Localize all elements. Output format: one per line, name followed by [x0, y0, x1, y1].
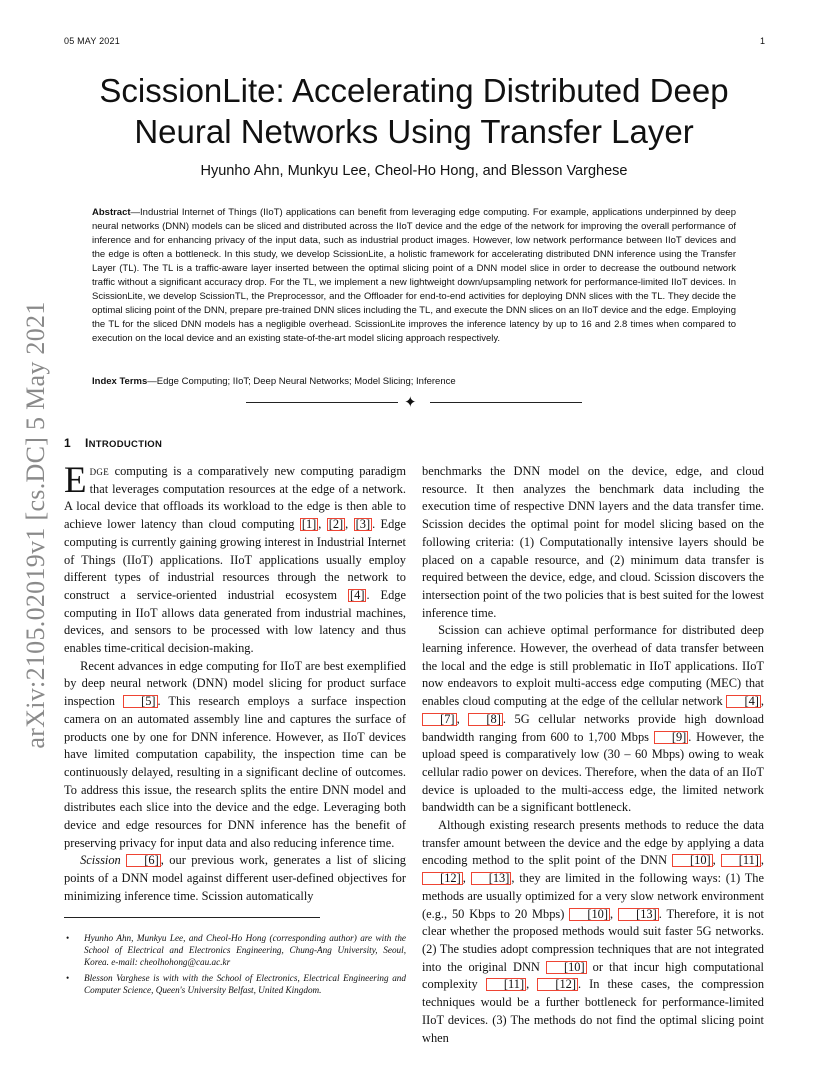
drop-cap: E [64, 460, 87, 501]
citation-link[interactable]: [10] [569, 908, 610, 921]
citation-link[interactable]: [11] [486, 978, 526, 991]
section-heading [64, 436, 162, 450]
citation-link[interactable]: [6] [126, 854, 161, 867]
citation-link[interactable]: [7] [422, 713, 457, 726]
page-number: 1 [759, 36, 765, 46]
citation-link[interactable]: [11] [721, 854, 761, 867]
text-run: Scission can achieve optimal performance for distributed deep learning inference. However, the overhead of data transfer between the local and the edge is still problematic in IIoT applications. IIoT now endeavors to exploit multi-access edge computing (MEC) that enables cloud computing at the edge of the cellular network [422, 623, 764, 709]
index-terms-text: —Edge Computing; IIoT; Deep Neural Networks; Model Slicing; Inference [147, 376, 456, 387]
citation-link[interactable]: [4] [726, 695, 761, 708]
paper-title [64, 70, 764, 152]
text-run: . 5G cellular networks provide high download bandwidth ranging from 600 to 1,700 Mbps [422, 711, 764, 744]
bullet-icon: • [66, 972, 70, 983]
footnote-text: Blesson Varghese is with with the School of Electronics, Electrical Engineering and Computer Science, Queen's University Belfast, United Kingdom. [84, 972, 406, 995]
citation-link[interactable]: [12] [537, 978, 578, 991]
footnote-rule [64, 917, 320, 918]
footnote [64, 932, 406, 969]
paragraph: Edge computing is a comparatively new computing paradigm that leverages computation resources at the edge of a network. A local device that offloads its workload to the edge is then able to achieve lower latency than cloud computing [1] , [2] , [3] . Edge computing is currently gaining growing interest in Industrial Internet of Things (IIoT) applications. IIoT applications usually employ different types of industrial resources through the network to construct a service-oriented industrial ecosystem [4] . Edge computing in IIoT allows data generated from industrial machines, devices, and sensors to be processed with low latency and thus enables time-critical decision-making. [64, 460, 406, 656]
text-run: . This research employs a surface inspection camera on an automated assembly line and captures the surface of products one by one for DNN inference. However, as IIoT devices have limited computation capability, the inspection time can be continuously delayed, resulting in a significant decline of outcomes. To address this issue, the research splits the entire DNN model and distributes each slice into the device and the edge. Leveraging both device and edge resources for DNN inference has the benefit of preserving privacy for input data and also reducing inference time. [64, 694, 406, 850]
paragraph [64, 852, 406, 905]
text-run: , our previous work, generates a list of slicing points of a DNN model against different user-defined objectives for minimizing inference time. Scission automatically [64, 853, 406, 903]
footnotes [64, 932, 406, 999]
citation-link[interactable]: [2] [328, 517, 344, 532]
right-column [422, 463, 764, 1047]
paragraph: Scission can achieve optimal performance for distributed deep learning inference. However, the overhead of data transfer between the local and the edge is still problematic in IIoT applications. IIoT now endeavors to exploit multi-access edge computing (MEC) that enables cloud computing at the edge of the cellular network [4] , [7] , [8] . 5G cellular networks provide high download bandwidth ranging from 600 to 1,700 Mbps [9] . However, the upload speed is comparatively low (30 – 60 Mbps) owing to weak cellular radio power on devices. Therefore, when the data of an IIoT device is uploaded to the multi-access edge, the limited network bandwidth can be a significant bottleneck. [422, 623, 764, 815]
title-line-1: ScissionLite: Accelerating Distributed Deep [99, 72, 729, 109]
text-run: or that incur high computational complexity [422, 959, 765, 992]
footnote-text: Hyunho Ahn, Munkyu Lee, and Cheol-Ho Hong (corresponding author) are with the School of Electrical and Electronics Engineering, Chung-Ang University, Seoul, Korea. e-mail: cheolhohong@cau.ac.kr [84, 933, 406, 968]
text-run: , they are limited in the following ways: (1) The methods are usually optimized for a very slow network environment (e.g., 50 Kbps to 20 Mbps) [422, 871, 765, 921]
text-run: . Therefore, it is not clear whether the proposed methods would suit faster 5G networks. (2) The studies adopt compression techniques that are not integrated into the original DNN [422, 906, 764, 974]
text-run: Recent advances in edge computing for IIoT are best exemplified by deep neural network (DNN) model slicing for product surface inspection [64, 658, 406, 709]
paragraph [64, 658, 406, 853]
index-terms-label: Index Terms [92, 376, 148, 387]
citation-link[interactable]: [3] [355, 517, 371, 532]
text-run: computing is a comparatively new computing paradigm that leverages computation resources at the edge of a network. A local device that offloads its workload to the edge is then able to achieve lower latency than cloud computing [64, 464, 406, 532]
text-run: . Edge computing is currently gaining growing interest in Industrial Internet of Things (IIoT) applications. IIoT applications usually employ different types of industrial resources through the network to construct a service-oriented industrial ecosystem [64, 517, 406, 602]
abstract [92, 206, 736, 346]
abstract-label: Abstract [92, 207, 131, 218]
small-caps-word: dge [89, 464, 110, 478]
text-run: . In these cases, the compression techniques would be a further bottleneck for performance-limited IIoT devices. (3) The methods do not find the optimal slicing point when [422, 977, 765, 1045]
separator-line-left [246, 402, 398, 403]
section-title-rest: NTRODUCTION [88, 439, 163, 450]
arxiv-stamp [6, 290, 66, 760]
emphasis: Scission [80, 853, 121, 868]
paragraph: benchmarks the DNN model on the device, edge, and cloud resource. It then analyzes the benchmark data including the execution time of respective DNN layers and the data transfer time. Scission decides the optimal point for model slicing based on the following criteria: (1) Computationally intensive layers should be placed on a capable resource, and (2) minimum data transfer is required between the device, edge, and cloud. Scission discovers the intersection point of the two policies that is best suited for the lowest inference time. [422, 464, 764, 620]
separator-line-right [430, 402, 582, 403]
arxiv-identifier: arXiv:2105.02019v1 [cs.DC] 5 May 2021 [21, 301, 50, 749]
citation-link[interactable]: [10] [672, 854, 713, 867]
author-list: Hyunho Ahn, Munkyu Lee, Cheol-Ho Hong, and Blesson Varghese [200, 163, 628, 179]
citation-link[interactable]: [4] [350, 587, 365, 602]
bullet-icon: • [66, 933, 70, 943]
citation-link[interactable]: [10] [546, 961, 587, 974]
section-number: 1 [64, 436, 71, 450]
footnote [64, 972, 406, 996]
text-run: . However, the upload speed is comparatively low (30 – 60 Mbps) owing to weak cellular radio power on devices. Therefore, when the data of an IIoT device is uploaded to the multi-access edge, the limited network bandwidth can be a significant bottleneck. [422, 729, 764, 815]
left-column [64, 460, 406, 906]
citation-link[interactable]: [9] [654, 731, 689, 744]
citation-link[interactable]: [13] [618, 908, 659, 921]
title-line-2: Neural Networks Using Transfer Layer [134, 113, 694, 150]
citation-link[interactable]: [12] [422, 872, 463, 885]
paragraph: Although existing research presents methods to reduce the data transfer amount between the device and the edge by applying a data encoding method to the split point of the DNN [10] , [11] , [12] , [13] , they are limited in the following ways: (1) The methods are usually optimized for a very slow network environment (e.g., 50 Kbps to 20 Mbps) [10] , [13] . Therefore, it is not clear whether the proposed methods would suit faster 5G networks. (2) The studies adopt compression techniques that are not integrated into the original DNN [10] or that incur high computational complexity [11] , [12] . In these cases, the compression techniques would be a further bottleneck for performance-limited IIoT devices. (3) The methods do not find the optimal slicing point when [422, 818, 765, 1045]
abstract-text: —Industrial Internet of Things (IIoT) applications can benefit from leveraging edge computing. For example, applications underpinned by deep neural networks (DNN) models can be sliced and distributed across the IIoT device and the edge of the network for improving the overall performance of inference and for enhancing privacy of the input data, such as industrial product images. However, low network performance between IIoT devices and the edge is often a bottleneck. In this study, we develop ScissionLite, a holistic framework for accelerating distributed DNN inference using the Transfer Layer (TL). The TL is a traffic-aware layer inserted between the optimal slicing point of a DNN model slice in order to decrease the outbound network traffic without a significant accuracy drop. For the TL, we implement a new lightweight down/upsampling network for performance-limited IIoT devices. In ScissionLite, we develop ScissionTL, the Preprocessor, and the Offloader for end-to-end activities for deploying DNN slices with the TL. They decide the optimal slicing point of the DNN, prepare pre-trained DNN slices including the TL, and execute the DNN slices on an IIoT device and the edge. Employing the TL for the sliced DNN models has a negligible overhead. ScissionLite improves the inference latency by up to 16 and 2.8 times when compared to execution on the local device and an existing state-of-the-art model slicing approach respectively. [92, 207, 736, 344]
citation-link[interactable]: [1] [301, 517, 317, 532]
index-terms [92, 375, 736, 389]
text-run: Although existing research presents methods to reduce the data transfer amount between the device and the edge by applying a data encoding method to the split point of the DNN [422, 818, 764, 868]
section-title-initial: I [84, 436, 89, 450]
text-run: . Edge computing in IIoT allows data generated from industrial machines, devices, and sensors to be processed with low latency and thus enables time-critical decision-making. [64, 587, 406, 656]
citation-link[interactable]: [13] [471, 872, 512, 885]
separator-star-icon: ✦ [404, 393, 417, 411]
header-date: 05 MAY 2021 [64, 36, 120, 46]
citation-link[interactable]: [5] [123, 695, 158, 708]
citation-link[interactable]: [8] [468, 713, 503, 726]
